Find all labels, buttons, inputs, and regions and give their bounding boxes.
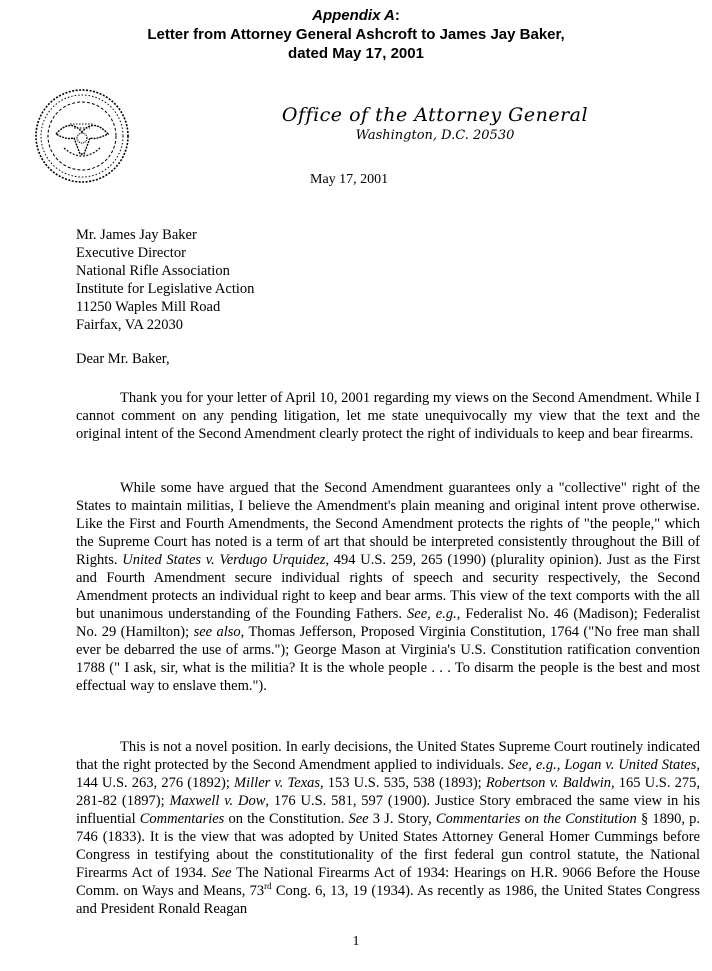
letterhead-office-name: Office of the Attorney General <box>281 104 589 126</box>
paragraph-3-text: , 144 U.S. 263, 276 (1892); <box>76 757 701 791</box>
paragraph-2-text: While some have argued that the Second Amendment guarantees only a "collective" right of the States to maintain militias, I believe the Amendment's plain meaning and original intent prove otherwise. Like the First and Fourth Amendments, the Second Amendment protects the rights of "the people," which the Supreme Court has noted is a term of art that should be interpreted consistently throughout the Bill of Rights. <box>76 480 700 568</box>
paragraph-2-text: , Thomas Jefferson, Proposed Virginia Constitution, 1764 ("No free man shall ever be debarred the use of arms."); George Mason at Virginia's U.S. Constitution ratification convention 1788 (" I ask, sir, what is the militia? It is the whole people . . . To disarm the people is the best and most effectual way to enslave them."). <box>76 624 700 694</box>
citation-signal: See <box>348 811 369 827</box>
paragraph-3-text: , <box>556 757 565 773</box>
paragraph-1 <box>76 389 700 443</box>
paragraph-3-text: on the Constitution. <box>224 811 349 827</box>
case-citation: Miller v. Texas <box>234 775 321 791</box>
letterhead <box>200 104 670 144</box>
work-title: Commentaries <box>139 811 225 827</box>
paragraph-3-text: The National Firearms Act of 1934: Hearings on H.R. 9066 Before the House Comm. on Ways and Means, 73 <box>76 865 700 899</box>
appendix-title-line <box>0 6 712 25</box>
appendix-title: Appendix A <box>312 7 395 24</box>
address-line: National Rifle Association <box>76 263 230 279</box>
appendix-subtitle: Letter from Attorney General Ashcroft to James Jay Baker, <box>147 26 565 43</box>
paragraph-3-text: , 165 U.S. 275, 281-82 (1897); <box>76 775 700 809</box>
case-citation: Maxwell v. Dow <box>169 793 266 809</box>
address-line: Fairfax, VA 22030 <box>76 317 184 333</box>
address-line: Executive Director <box>76 245 186 261</box>
paragraph-3-text: , 153 U.S. 535, 538 (1893); <box>320 775 486 791</box>
paragraph-2-text: , 494 U.S. 259, 265 (1990) (plurality opinion). Just as the First and Fourth Amendment secure individual rights of speech and security respectively, the Second Amendment protects an individual right to keep and bear arms. This view of the text comports with the all but unanimous understanding of the Founding Fathers. <box>76 552 700 622</box>
letterhead-office-city: Washington, D.C. 20530 <box>355 128 515 143</box>
appendix-heading <box>0 6 712 63</box>
work-title: Commentaries on the Constitution <box>435 811 637 827</box>
address-line: Institute for Legislative Action <box>76 281 255 297</box>
paragraph-3 <box>76 738 700 918</box>
page-number: 1 <box>352 934 360 949</box>
case-citation: Logan v. United States <box>564 757 697 773</box>
paragraph-3-text: , 176 U.S. 581, 597 (1900). Justice Story embraced the same view in his influential <box>76 793 700 827</box>
paragraph-3-text: § 1890, p. 746 (1833). It is the view that was adopted by United States Attorney General Homer Cummings before Congress in testifying about the constitutionality of the first federal gun control statute, the National Firearms Act of 1934. <box>76 811 701 881</box>
paragraph-2 <box>76 479 700 695</box>
citation-signal: see also <box>193 624 241 640</box>
appendix-title-colon: : <box>394 7 400 24</box>
paragraph-3-text: This is not a novel position. In early decisions, the United States Supreme Court routinely indicated that the right protected by the Second Amendment applied to individuals. <box>76 739 700 773</box>
citation-signal: See, e.g. <box>508 757 557 773</box>
department-of-justice-seal-icon <box>34 88 130 184</box>
ordinal-suffix: rd <box>264 881 272 892</box>
address-line: 11250 Waples Mill Road <box>76 299 221 315</box>
address-line: Mr. James Jay Baker <box>76 227 197 243</box>
paragraph-2-text: , Federalist No. 46 (Madison); Federalist No. 29 (Hamilton); <box>76 606 700 640</box>
paragraph-1-text: Thank you for your letter of April 10, 2001 regarding my views on the Second Amendment. While I cannot comment on any pending litigation, let me state unequivocally my view that the text and the original intent of the Second Amendment clearly protect the right of individuals to keep and bear firearms. <box>76 390 701 442</box>
paragraph-3-text: Cong. 6, 13, 19 (1934). As recently as 1986, the United States Congress and President Ronald Reagan <box>76 883 700 917</box>
citation-signal: See, e.g. <box>407 606 457 622</box>
citation-signal: See <box>211 865 232 881</box>
case-citation: Robertson v. Baldwin <box>485 775 612 791</box>
letter-date: May 17, 2001 <box>310 172 389 187</box>
case-citation: United States v. Verdugo Urquidez <box>122 552 326 568</box>
paragraph-3-text: 3 J. Story, <box>368 811 436 827</box>
recipient-address <box>76 226 700 334</box>
appendix-dated: dated May 17, 2001 <box>288 45 424 62</box>
salutation: Dear Mr. Baker, <box>76 351 170 367</box>
